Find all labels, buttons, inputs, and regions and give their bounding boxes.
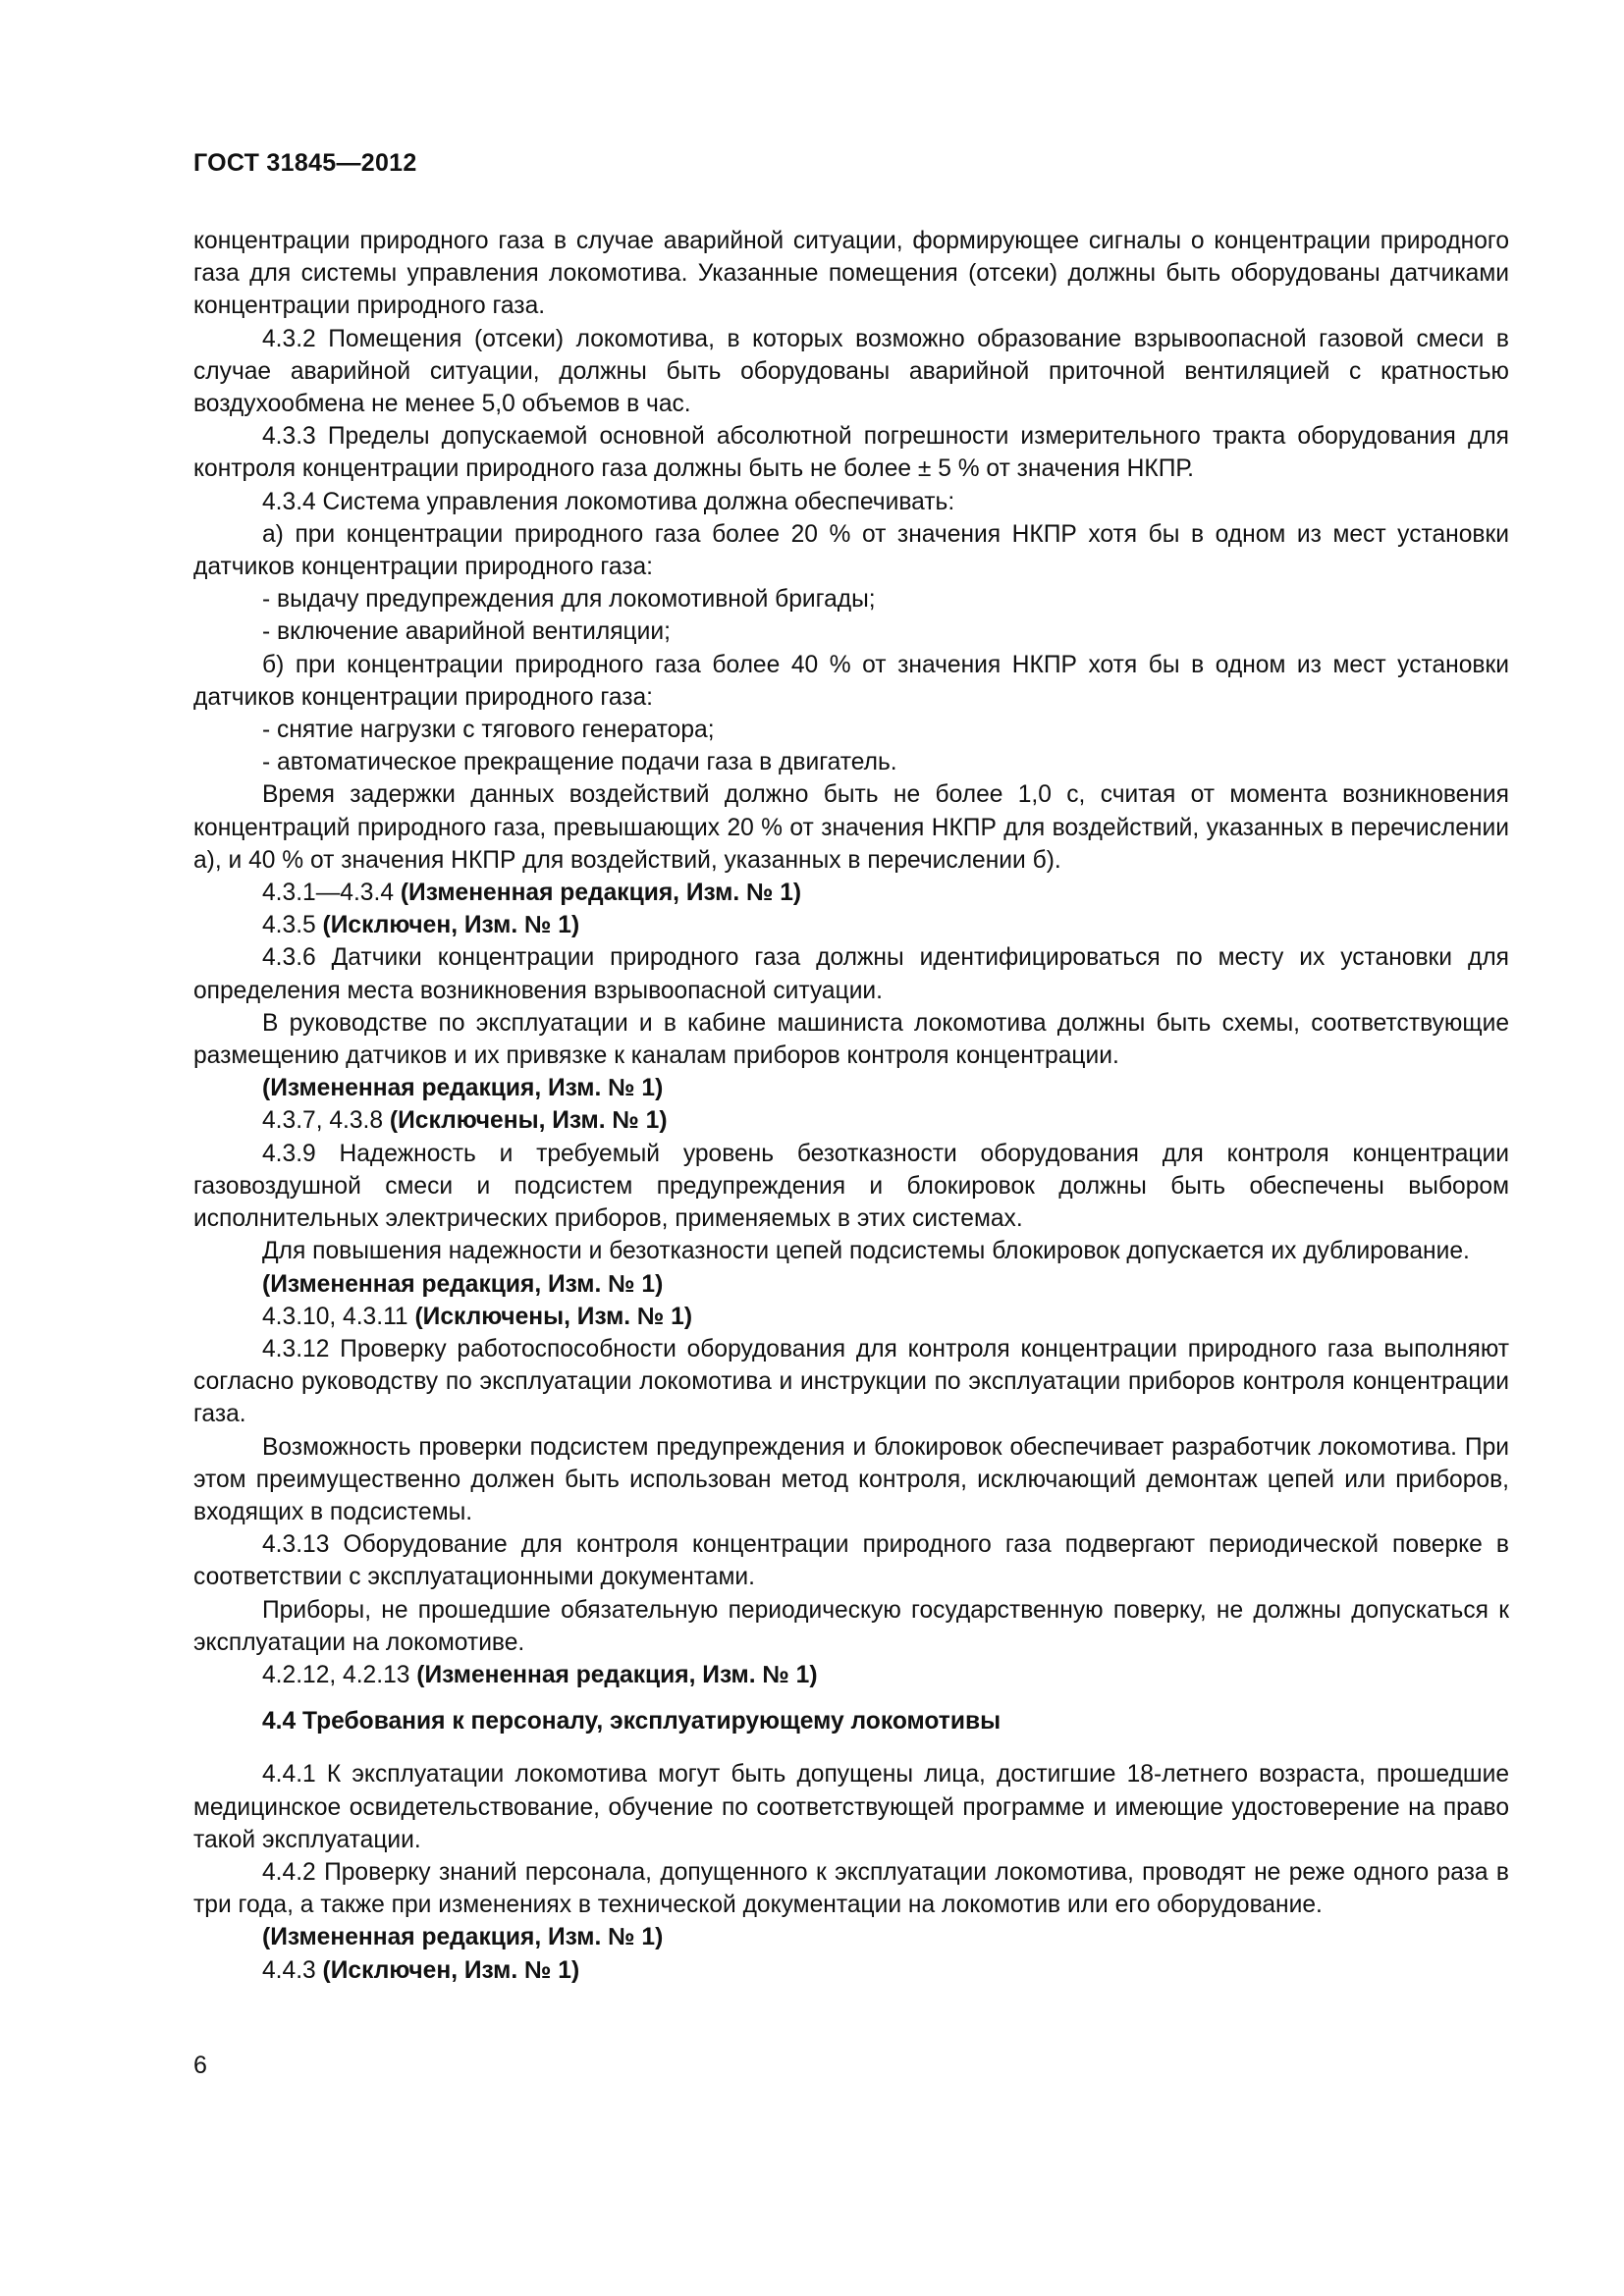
- amendment-label: (Измененная редакция, Изм. № 1): [262, 1270, 664, 1298]
- amendment-label: (Исключен, Изм. № 1): [322, 1956, 580, 1984]
- amendment-note: [193, 1301, 1509, 1333]
- amendment-note: [193, 1268, 1509, 1301]
- amendment-label: (Измененная редакция, Изм. № 1): [400, 880, 802, 907]
- paragraph: 4.3.12 Проверку работоспособности оборудования для контроля концентрации природного газа выполняют согласно руководству по эксплуатации локомотива и инструкции по эксплуатации приборов контроля концентрации газа.: [193, 1335, 1509, 1428]
- page-number: 6: [193, 2052, 207, 2079]
- paragraph: 4.4.2 Проверку знаний персонала, допущенного к эксплуатации локомотива, проводят не реже одного раза в три года, а также при изменениях в технической документации на локомотив или его оборудование.: [193, 1858, 1509, 1919]
- paragraph: 4.3.4 Система управления локомотива должна обеспечивать:: [262, 488, 955, 515]
- amendment-note: [193, 1954, 1509, 1987]
- document-body: [193, 225, 1509, 1987]
- list-item: - включение аварийной вентиляции;: [262, 618, 671, 646]
- amendment-label: (Исключены, Изм. № 1): [389, 1107, 668, 1135]
- paragraph: Возможность проверки подсистем предупреждения и блокировок обеспечивает разработчик локомотива. При этом преимущественно должен быть использован метод контроля, исключающий демонтаж цепей или приборов, входящих в подсистемы.: [193, 1433, 1509, 1525]
- paragraph: 4.3.6 Датчики концентрации природного газа должны идентифицироваться по месту их установки для определения места возникновения взрывоопасной ситуации.: [193, 944, 1509, 1004]
- amendment-label: (Измененная редакция, Изм. № 1): [416, 1661, 818, 1688]
- paragraph: Приборы, не прошедшие обязательную периодическую государственную поверку, не должны допускаться к эксплуатации на локомотиве.: [193, 1596, 1509, 1656]
- clause-number: 4.2.12, 4.2.13: [262, 1661, 410, 1688]
- paragraph: 4.3.3 Пределы допускаемой основной абсолютной погрешности измерительного тракта оборудования для контроля концентрации природного газа должны быть не более ± 5 % от значения НКПР.: [193, 423, 1509, 483]
- paragraph: Время задержки данных воздействий должно быть не более 1,0 с, считая от момента возникновения концентраций природного газа, превышающих 20 % от значения НКПР для воздействий, указанных в перечислении а), и 40 % от значения НКПР для воздействий, указанных в перечислении б).: [193, 781, 1509, 874]
- clause-number: 4.3.7, 4.3.8: [262, 1107, 384, 1135]
- paragraph: 4.3.9 Надежность и требуемый уровень безотказности оборудования для контроля концентрации газовоздушной смеси и подсистем предупреждения и блокировок должны быть обеспечены выбором исполнительных электрических приборов, применяемых в этих системах.: [193, 1140, 1509, 1233]
- clause-number: 4.3.1—4.3.4: [262, 880, 394, 907]
- paragraph: 4.3.2 Помещения (отсеки) локомотива, в которых возможно образование взрывоопасной газовой смеси в случае аварийной ситуации, должны быть оборудованы аварийной приточной вентиляцией с кратностью воздухообмена не менее 5,0 объемов в час.: [193, 325, 1509, 418]
- list-item: - выдачу предупреждения для локомотивной бригады;: [262, 586, 876, 614]
- clause-number: 4.3.10, 4.3.11: [262, 1303, 408, 1330]
- amendment-label: (Исключены, Изм. № 1): [414, 1303, 693, 1330]
- amendment-note: [193, 1072, 1509, 1104]
- amendment-note: [193, 909, 1509, 941]
- paragraph: 4.3.13 Оборудование для контроля концентрации природного газа подвергают периодической поверке в соответствии с эксплуатационными документами.: [193, 1531, 1509, 1591]
- clause-number: 4.3.5: [262, 912, 316, 939]
- paragraph: 4.4.1 К эксплуатации локомотива могут быть допущены лица, достигшие 18-летнего возраста, прошедшие медицинское освидетельствование, обучение по соответствующей программе и имеющие удостоверение на право такой эксплуатации.: [193, 1761, 1509, 1853]
- list-item: б) при концентрации природного газа более 40 % от значения НКПР хотя бы в одном из мест установки датчиков концентрации природного газа:: [193, 651, 1509, 711]
- paragraph: Для повышения надежности и безотказности цепей подсистемы блокировок допускается их дублирование.: [262, 1238, 1470, 1265]
- amendment-note: [193, 1659, 1509, 1691]
- clause-number: 4.4.3: [262, 1956, 316, 1984]
- amendment-label: (Измененная редакция, Изм. № 1): [262, 1924, 664, 1951]
- amendment-label: (Измененная редакция, Изм. № 1): [262, 1075, 664, 1102]
- document-code-header: ГОСТ 31845—2012: [193, 149, 417, 177]
- list-item: - снятие нагрузки с тягового генератора;: [262, 717, 715, 744]
- paragraph: концентрации природного газа в случае аварийной ситуации, формирующее сигналы о концентрации природного газа для системы управления локомотива. Указанные помещения (отсеки) должны быть оборудованы датчиками концентрации природного газа.: [193, 228, 1509, 320]
- list-item: - автоматическое прекращение подачи газа в двигатель.: [262, 749, 897, 776]
- amendment-label: (Исключен, Изм. № 1): [322, 912, 580, 939]
- paragraph: В руководстве по эксплуатации и в кабине машиниста локомотива должны быть схемы, соответствующие размещению датчиков и их привязке к каналам приборов контроля концентрации.: [193, 1009, 1509, 1070]
- section-heading: 4.4 Требования к персоналу, эксплуатирующему локомотивы: [262, 1708, 1001, 1735]
- amendment-note: [193, 1104, 1509, 1137]
- amendment-note: [193, 1921, 1509, 1953]
- amendment-note: [193, 877, 1509, 909]
- list-item: а) при концентрации природного газа более 20 % от значения НКПР хотя бы в одном из мест установки датчиков концентрации природного газа:: [193, 520, 1509, 581]
